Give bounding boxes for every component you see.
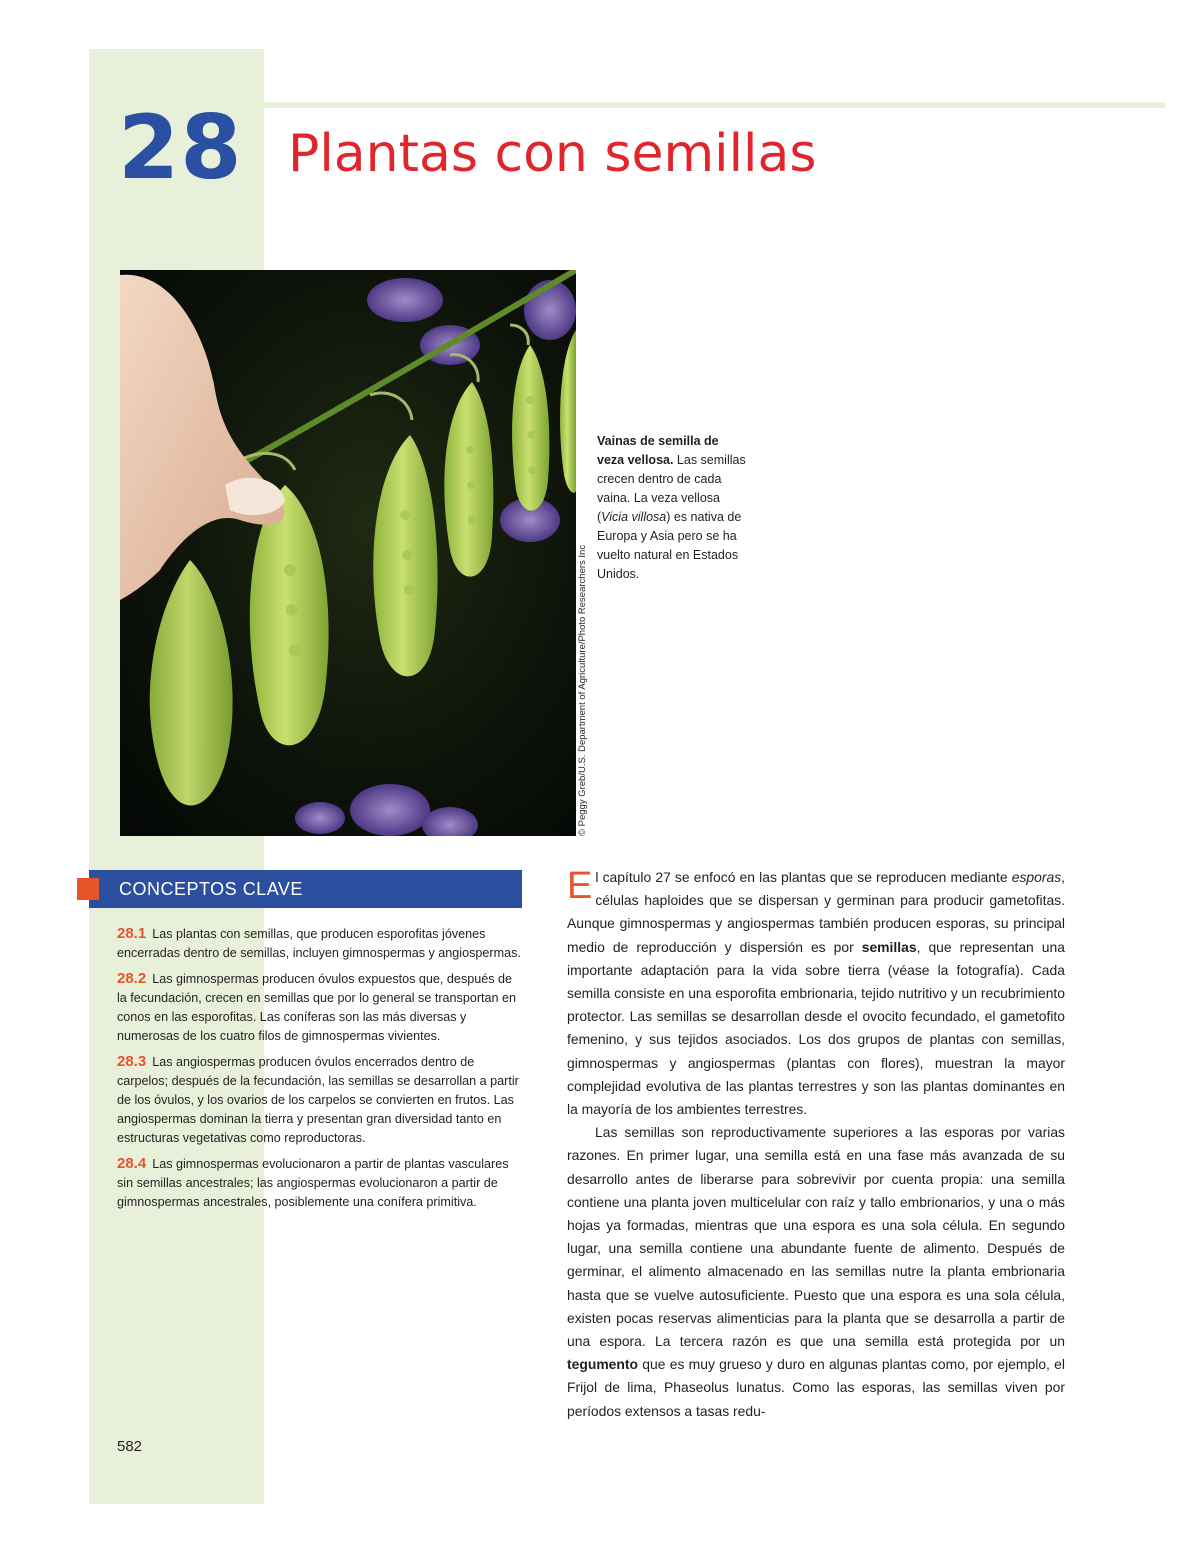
chapter-title: Plantas con semillas — [288, 124, 817, 184]
key-concept-item — [117, 1052, 524, 1148]
key-concept-text: Las angiospermas producen óvulos encerrados dentro de carpelos; después de la fecundación, las semillas se desarrollan a partir de los óvulos, y los ovarios de los carpelos se convierten en frutos. Las angiospermas dominan la tierra y presentan gran diversidad tanto en estructuras vegetativas como reproductoras. — [117, 1055, 519, 1145]
body-paragraph-1 — [567, 866, 1065, 1121]
drop-cap: E — [567, 865, 593, 907]
key-concepts-list — [117, 924, 524, 1218]
header-rule — [264, 102, 1165, 108]
key-concepts-title: CONCEPTOS CLAVE — [119, 879, 303, 899]
photo-caption — [597, 432, 747, 584]
key-concept-number: 28.3 — [117, 1053, 147, 1070]
body-text-run: que es muy grueso y duro en algunas plantas como, por ejemplo, el Frijol de lima, Phaseolus lunatus. Como las esporas, las semillas viven por períodos extensos a tasas redu- — [567, 1356, 1065, 1419]
key-concept-item — [117, 924, 524, 963]
key-concept-number: 28.1 — [117, 925, 147, 942]
term-esporas: esporas — [1011, 869, 1062, 885]
caption-text: Las semillas crecen dentro de cada vaina. La veza vellosa ( — [597, 453, 746, 524]
body-text-run: l capítulo 27 se enfocó en las plantas que se reproducen mediante — [595, 869, 1012, 885]
key-concepts-tab-marker — [77, 878, 99, 900]
body-text-run: Las semillas son reproductivamente superiores a las esporas por varias razones. En primer lugar, una semilla está en una fase más avanzada de su desarrollo antes de liberarse para sobrevivir por cuenta propia: una semilla contiene una planta joven multicelular con raíz y tallo embrionarios, y una o más hojas ya formadas, mientras que una espora es una sola célula. En segundo lugar, una semilla contiene una abundante fuente de alimento. Después de germinar, el alimento almacenado en las semillas nutre la planta embrionaria hasta que se vuelve autosuficiente. Puesto que una espora es una sola célula, existen pocas reservas alimenticias para la planta que se desarrolla a partir de una espora. La tercera razón es que una semilla está protegida por un — [567, 1124, 1065, 1350]
body-text-run: , que representan una importante adaptación para la vida sobre tierra (véase la fotografía). Cada semilla consiste en una esporofita embrionaria, tejido nutritivo y un recubrimiento protector. Las semillas se desarrollan desde el ovocito fecundado, el gametofito femenino, y sus tejidos asociados. Los dos grupos de plantas con semillas, gimnospermas y angiospermas (plantas con flores), muestran la mayor complejidad evolutiva de las plantas terrestres y son las plantas dominantes en la mayoría de los ambientes terrestres. — [567, 938, 1066, 1118]
body-text — [567, 866, 1065, 1423]
key-concept-text: Las plantas con semillas, que producen esporofitas jóvenes encerradas dentro de semillas, incluyen gimnospermas y angiospermas. — [117, 927, 521, 960]
caption-species: Vicia villosa — [601, 510, 667, 524]
key-concept-item — [117, 1154, 524, 1212]
page-number: 582 — [117, 1438, 143, 1455]
caption-text-end: ) es nativa de Europa y Asia pero se ha vuelto natural en Estados Unidos. — [597, 510, 742, 581]
caption-lead: Vainas de semilla de veza vellosa. — [597, 434, 719, 467]
term-semillas: semillas — [861, 938, 917, 955]
key-concept-item — [117, 969, 524, 1046]
chapter-number: 28 — [118, 96, 243, 199]
body-paragraph-2 — [567, 1121, 1065, 1423]
key-concept-number: 28.4 — [117, 1155, 147, 1172]
term-tegumento: tegumento — [567, 1356, 638, 1373]
key-concept-text: Las gimnospermas producen óvulos expuestos que, después de la fecundación, crecen en semillas que por lo general se transportan en conos en las esporofitas. Las coníferas son las más diversas y numerosas de los cuatro filos de gimnospermas vivientes. — [117, 972, 517, 1043]
key-concept-number: 28.2 — [117, 970, 147, 987]
key-concept-text: Las gimnospermas evolucionaron a partir de plantas vasculares sin semillas ancestrales; las angiospermas evolucionaron a partir de gimnospermas ancestrales, posiblemente una conífera primitiva. — [117, 1157, 509, 1209]
body-text-run: , células haploides que se dispersan y germinan para producir gametofitas. Aunque gimnospermas y angiospermas también producen esporas, su principal medio de reproducción y dispersión es por — [567, 869, 1065, 955]
photo-credit: © Peggy Greb/U.S. Department of Agriculture/Photo Researchers Inc — [577, 544, 588, 836]
seed-pods-photo — [120, 270, 576, 836]
